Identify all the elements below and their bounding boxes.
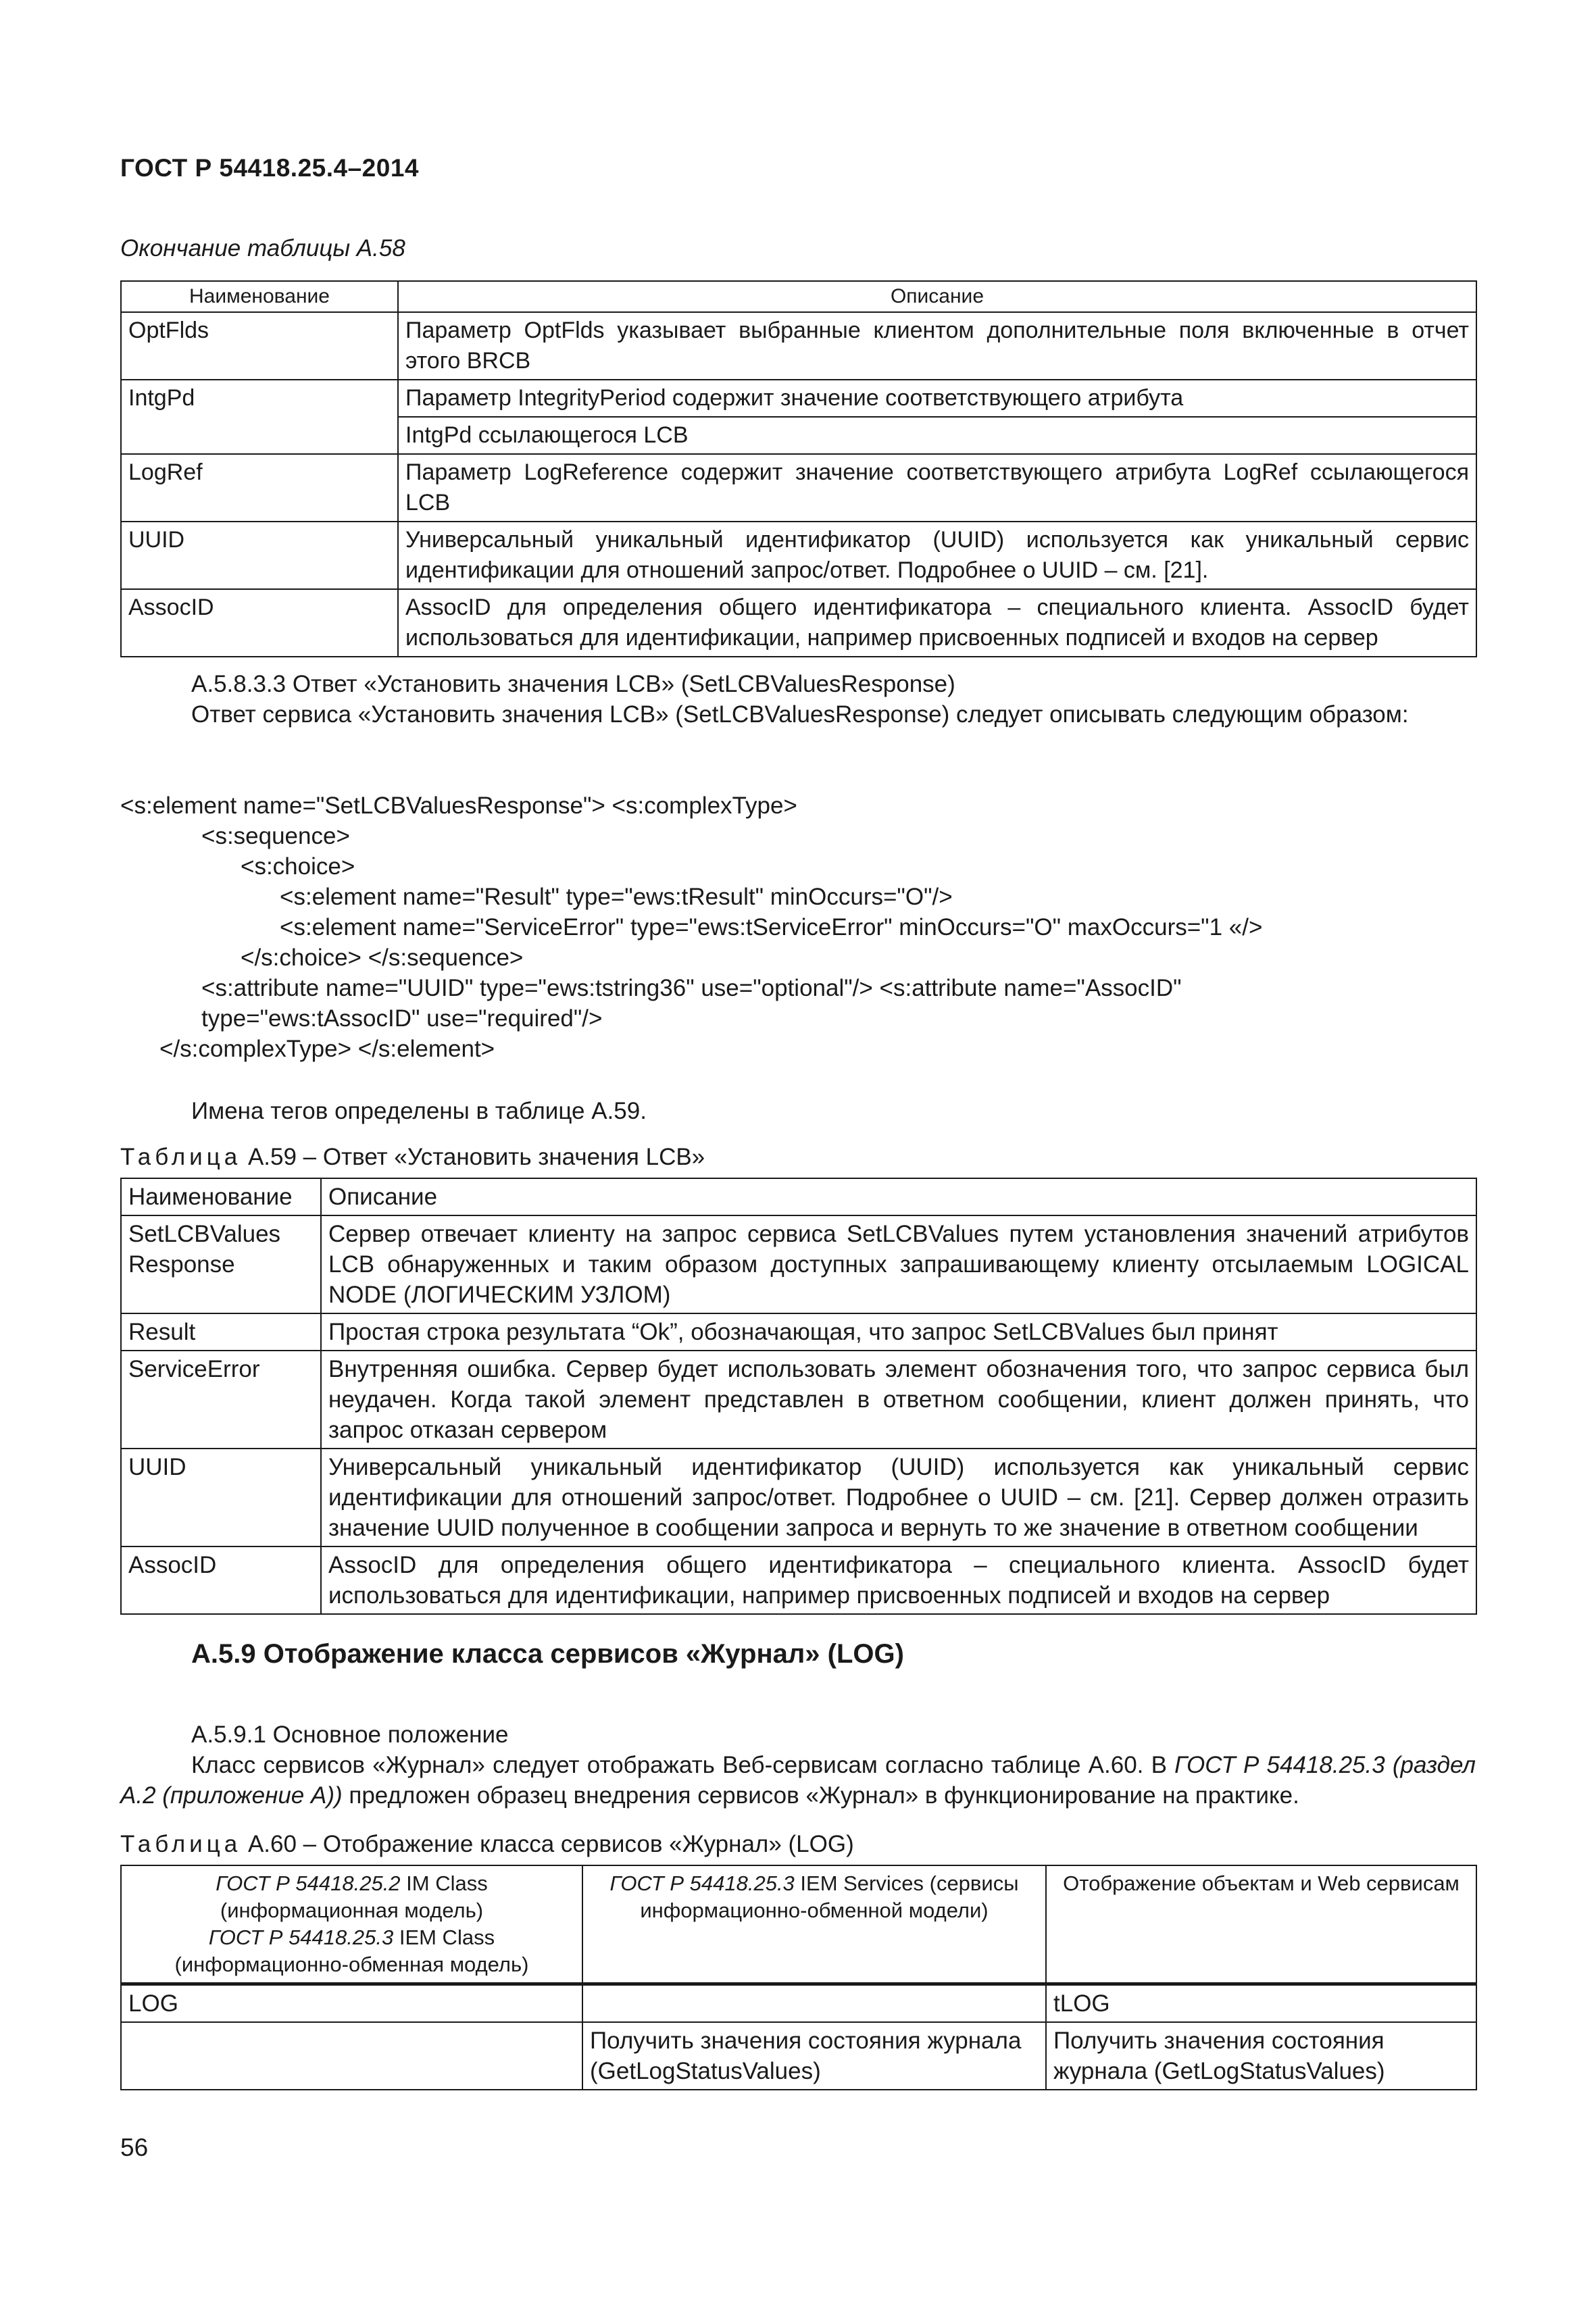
table-row [121,1449,1476,1546]
section-paragraph [120,1750,1476,1811]
section-paragraph: Ответ сервиса «Установить значения LCB» (SetLCBValuesResponse) следует описывать следующим образом: [191,701,1409,728]
row-name: UUID [121,522,398,589]
table-cell [121,2022,582,2090]
subsection-heading: А.5.9.1 Основное положение [191,1721,509,1748]
row-description: Параметр IntegrityPeriod содержит значение соответствующего атрибута [398,380,1476,417]
table-row [121,1215,1476,1313]
table-cell: Получить значения состояния журнала (GetLogStatusValues) [582,2022,1046,2090]
row-name: ServiceError [121,1351,321,1449]
row-description: IntgPd ссылающегося LCB [398,417,1476,454]
table-row [121,1351,1476,1449]
column-header: Описание [321,1178,1476,1215]
table-row [121,1984,1476,2023]
caption-text: А.60 – Отображение класса сервисов «Журнал» (LOG) [241,1831,854,1857]
caption-text: А.59 – Ответ «Установить значения LCB» [241,1144,705,1170]
row-name: OptFlds [121,312,398,380]
table-a58 [120,280,1477,657]
row-description: Параметр OptFlds указывает выбранные клиентом дополнительные поля включенные в отчет этого BRCB [398,312,1476,380]
table-a59 [120,1178,1477,1615]
standard-reference: ГОСТ Р 54418.25.3 [609,1871,795,1895]
table60-caption [120,1829,1476,1859]
header-text: IM Class (информационная модель) [220,1871,488,1922]
table-header-row [121,1865,1476,1984]
section-title-a59: А.5.9 Отображение класса сервисов «Журнал» (LOG) [191,1639,904,1669]
row-description: AssocID для определения общего идентификатора – специального клиента. AssocID будет использоваться для идентификации, например присвоенных подписей и входов на сервер [321,1546,1476,1614]
paragraph-text: Класс сервисов «Журнал» следует отображать Веб-сервисам согласно таблице А.60. В [191,1752,1175,1778]
table-header-row [121,281,1476,312]
page-number: 56 [120,2134,149,2161]
code-line: type="ews:tAssocID" use="required"/> [201,1005,603,1032]
table-row [121,312,1476,380]
row-name: UUID [121,1449,321,1546]
table-row [121,589,1476,657]
row-name: AssocID [121,1546,321,1614]
table-a60 [120,1865,1477,2090]
code-line: <s:element name="ServiceError" type="ews:tServiceError" minOccurs="O" maxOccurs="1 «/> [280,914,1263,940]
code-line: <s:sequence> [201,823,350,849]
header-text: IEM Services (сервисы информационно-обменной модели) [640,1871,1019,1922]
column-header: Отображение объектам и Web сервисам [1046,1865,1476,1984]
table-cell: tLOG [1046,1984,1476,2023]
table59-caption [120,1142,1476,1172]
standard-reference: ГОСТ Р 54418.25.2 [216,1871,401,1895]
table-row [121,2022,1476,2090]
table-row [121,1313,1476,1351]
code-line: </s:complexType> </s:element> [159,1036,495,1062]
code-line: </s:choice> </s:sequence> [241,945,524,971]
column-header: Наименование [121,281,398,312]
column-header [582,1865,1046,1984]
paragraph-text: предложен образец внедрения сервисов «Журнал» в функционирование на практике. [342,1782,1299,1809]
row-name: Result [121,1313,321,1351]
table58-caption: Окончание таблицы А.58 [120,235,405,261]
standard-header: ГОСТ Р 54418.25.4–2014 [120,154,419,182]
code-line: <s:choice> [241,853,355,880]
table-cell [582,1984,1046,2023]
row-description: AssocID для определения общего идентификатора – специального клиента. AssocID будет использоваться для идентификации, например присвоенных подписей и входов на сервер [398,589,1476,657]
row-description: Внутренняя ошибка. Сервер будет использовать элемент обозначения того, что запрос сервиса был неудачен. Когда такой элемент представлен в ответном сообщении, клиент должен принять, что запрос отказан сервером [321,1351,1476,1449]
table-cell: LOG [121,1984,582,2023]
row-description: Универсальный уникальный идентификатор (UUID) используется как уникальный сервис идентификации для отношений запрос/ответ. Подробнее о UUID – см. [21]. [398,522,1476,589]
standard-reference: ГОСТ Р 54418.25.3 (раздел А.2 (приложение А)) [120,1752,1476,1809]
table-row [121,454,1476,522]
table-row [121,380,1476,417]
table-row [121,1546,1476,1614]
column-header [121,1865,582,1984]
row-description: Простая строка результата “Ok”, обозначающая, что запрос SetLCBValues был принят [321,1313,1476,1351]
header-text: IEM Class (информационно-обменная модель) [174,1926,529,1976]
row-description: Параметр LogReference содержит значение соответствующего атрибута LogRef ссылающегося LCB [398,454,1476,522]
column-header: Наименование [121,1178,321,1215]
code-line: <s:attribute name="UUID" type="ews:tstring36" use="optional"/> <s:attribute name="AssocID" [201,975,1182,1001]
row-description: Сервер отвечает клиенту на запрос сервиса SetLCBValues путем установления значений атрибутов LCB обнаруженных и таким образом доступных запрашивающему клиенту отсылаемым LOGICAL NODE (ЛОГИЧЕСКИМ УЗЛОМ) [321,1215,1476,1313]
row-name: IntgPd [121,380,398,454]
row-name: LogRef [121,454,398,522]
table-row [121,522,1476,589]
row-name: AssocID [121,589,398,657]
table-cell: Получить значения состояния журнала (GetLogStatusValues) [1046,2022,1476,2090]
column-header: Описание [398,281,1476,312]
code-line: <s:element name="Result" type="ews:tResult" minOccurs="O"/> [280,884,953,910]
row-name: SetLCBValues Response [121,1215,321,1313]
tags-note: Имена тегов определены в таблице А.59. [191,1098,647,1124]
caption-label: Таблица [120,1831,242,1857]
caption-label: Таблица [120,1144,242,1170]
code-line: <s:element name="SetLCBValuesResponse"> <s:complexType> [120,793,797,819]
table-header-row [121,1178,1476,1215]
row-description: Универсальный уникальный идентификатор (UUID) используется как уникальный сервис идентификации для отношений запрос/ответ. Подробнее о UUID – см. [21]. Сервер должен отразить значение UUID полученное в сообщении запроса и вернуть то же значение в ответном сообщении [321,1449,1476,1546]
section-heading-a5833: А.5.8.3.3 Ответ «Установить значения LCB» (SetLCBValuesResponse) [191,671,955,697]
standard-reference: ГОСТ Р 54418.25.3 [208,1926,394,1949]
